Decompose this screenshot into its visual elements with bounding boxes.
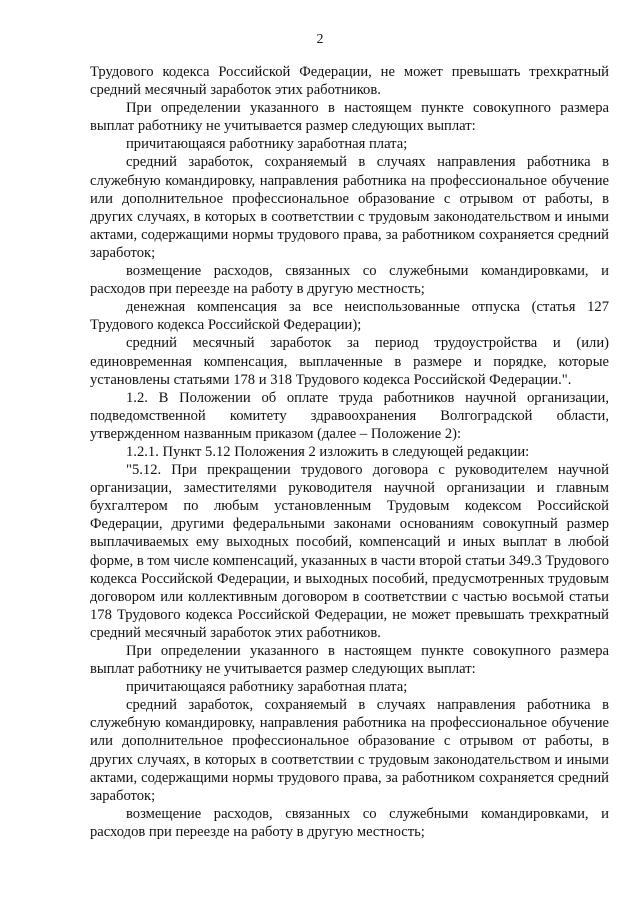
paragraph-list-item: средний заработок, сохраняемый в случаях направления работника в служебную командировку, направления работника на профессиональное обучение или дополнительное профессиональное образование с отрывом от работы, в других случаях, в которых в соответствии с трудовым законодательством и иными актами, содержащими нормы трудового права, за работником сохраняется средний заработок; (90, 697, 609, 804)
document-body (90, 63, 609, 841)
paragraph-list-item: денежная компенсация за все неиспользованные отпуска (статья 127 Трудового кодекса Российской Федерации); (90, 299, 609, 334)
paragraph-list-item: причитающаяся работнику заработная плата; (126, 136, 408, 153)
paragraph-list-item: средний заработок, сохраняемый в случаях направления работника в служебную командировку, направления работника на профессиональное обучение или дополнительное профессиональное образование с отрывом от работы, в других случаях, в которых в соответствии с трудовым законодательством и иными актами, содержащими нормы трудового права, за работником сохраняется средний заработок; (90, 154, 609, 261)
paragraph-clause-5-12: "5.12. При прекращении трудового договора с руководителем научной организации, заместителями руководителя научной организации и главным бухгалтером по любым установленным Трудовым кодексом Российской Федерации, другими федеральными законами основаниям совокупный размер выплачиваемых ему выходных пособий, компенсаций и иных выплат в любой форме, в том числе компенсаций, указанных в части второй статьи 349.3 Трудового кодекса Российской Федерации, и выходных пособий, предусмотренных трудовым договором или коллективным договором в соответствии с частью восьмой статьи 178 Трудового кодекса Российской Федерации, не может превышать трехкратный средний месячный заработок этих работников. (90, 462, 609, 641)
paragraph-list-item: возмещение расходов, связанных со служебными командировками, и расходов при переезде на работу в другую местность; (90, 263, 609, 298)
paragraph-exclusions-intro: При определении указанного в настоящем пункте совокупного размера выплат работнику не учитывается размер следующих выплат: (90, 100, 609, 135)
paragraph-clause-1-2: 1.2. В Положении об оплате труда работников научной организации, подведомственной комитету здравоохранения Волгоградской области, утвержденном названным приказом (далее – Положение 2): (90, 389, 609, 442)
paragraph-continuation: Трудового кодекса Российской Федерации, не может превышать трехкратный средний месячный заработок этих работников. (90, 64, 609, 99)
page-number: 2 (316, 32, 324, 47)
paragraph-list-item: возмещение расходов, связанных со служебными командировками, и расходов при переезде на работу в другую местность; (90, 805, 609, 840)
paragraph-clause-1-2-1: 1.2.1. Пункт 5.12 Положения 2 изложить в следующей редакции: (126, 443, 530, 460)
paragraph-exclusions-intro: При определении указанного в настоящем пункте совокупного размера выплат работнику не учитывается размер следующих выплат: (90, 643, 609, 678)
paragraph-list-item: средний месячный заработок за период трудоустройства и (или) единовременная компенсация, выплаченные в размере и порядке, которые установлены статьями 178 и 318 Трудового кодекса Российской Федерации.". (90, 335, 609, 388)
paragraph-list-item: причитающаяся работнику заработная плата; (126, 679, 408, 696)
